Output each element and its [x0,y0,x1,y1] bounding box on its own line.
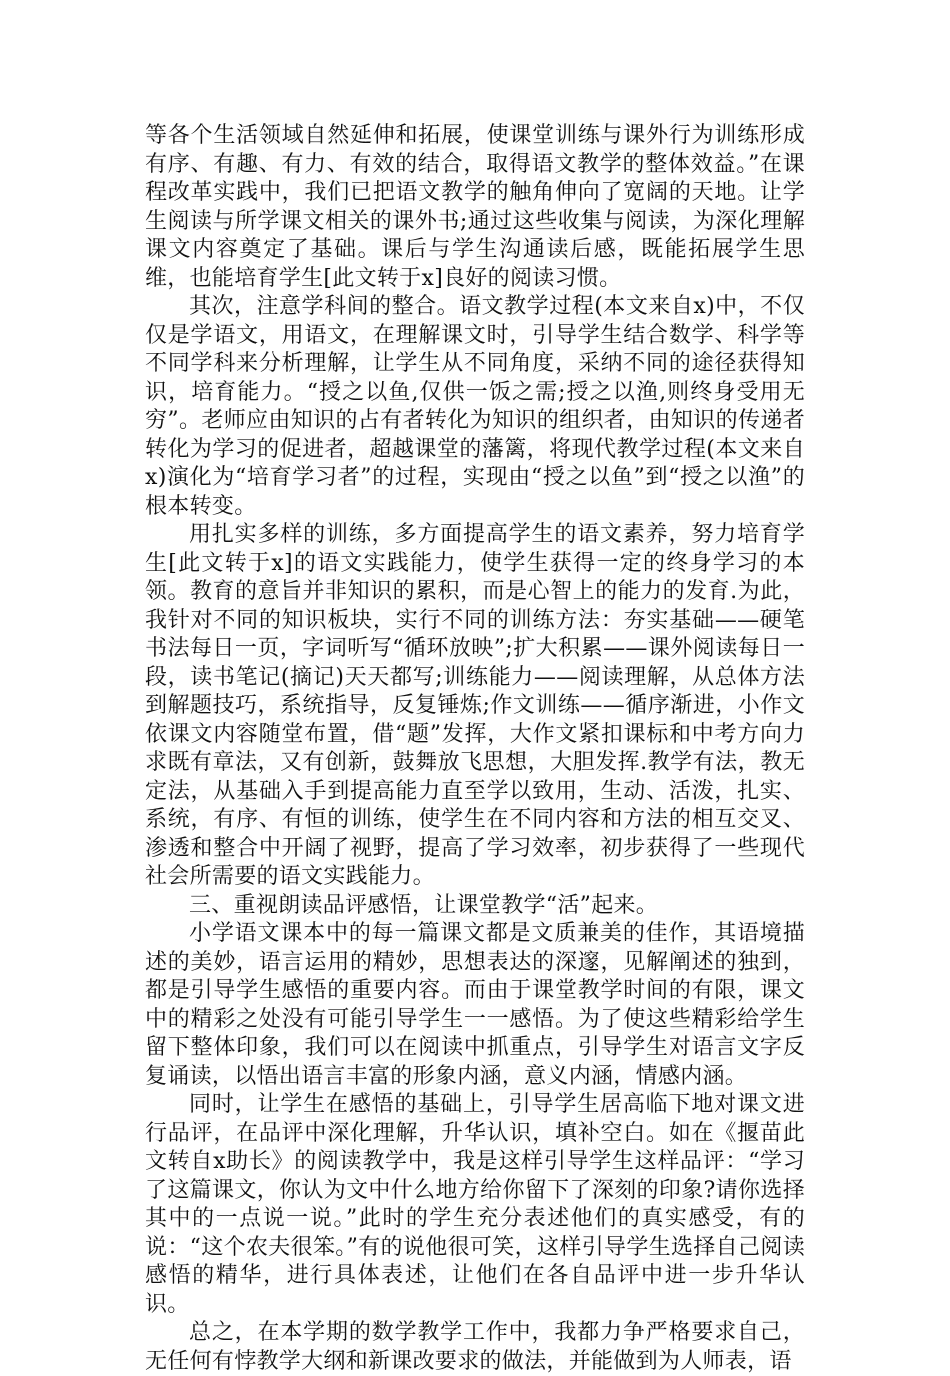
paragraph-training-methods: 用扎实多样的训练，多方面提高学生的语文素养，努力培育学生[此文转于x]的语文实践能力，使学生获得一定的终身学习的本领。教育的意旨并非知识的累积，而是心智上的能力的发育.为此，我针对不同的知识板块，实行不同的训练方法：夯实基础——硬笔书法每日一页，字词听写“循环放映”;扩大积累——课外阅读每日一段，读书笔记(摘记)天天都写;训练能力——阅读理解，从总体方法到解题技巧，系统指导，反复锤炼;作文训练——循序渐进，小作文依课文内容随堂布置，借“题”发挥，大作文紧扣课标和中考方向力求既有章法，又有创新，鼓舞放飞思想，大胆发挥.教学有法，教无定法，从基础入手到提高能力直至学以致用，生动、活泼，扎实、系统，有序、有恒的训练，使学生在不同内容和方法的相互交叉、渗透和整合中开阔了视野，提高了学习效率，初步获得了一些现代社会所需要的语文实践能力。 [145,522,805,889]
paragraph-textbook-reading: 小学语文课本中的每一篇课文都是文质兼美的佳作，其语境描述的美妙，语言运用的精妙，思想表达的深邃，见解阐述的独到，都是引导学生感悟的重要内容。而由于课堂教学时间的有限，课文中的精彩之处没有可能引导学生一一感悟。为了使这些精彩给学生留下整体印象，我们可以在阅读中抓重点，引导学生对语言文字反复诵读，以悟出语言丰富的形象内涵，意义内涵，情感内涵。 [145,921,805,1089]
paragraph-student-evaluation: 同时，让学生在感悟的基础上，引导学生居高临下地对课文进行品评，在品评中深化理解，升华认识，填补空白。如在《揠苗此文转自x助长》的阅读教学中，我是这样引导学生这样品评：“学习了这篇课文，你认为文中什么地方给你留下了深刻的印象?请你选择其中的一点说一说。”此时的学生充分表述他们的真实感受，有的说：“这个农夫很笨。”有的说他很可笑，这样引导学生选择自己阅读感悟的精华，进行具体表述，让他们在各自品评中进一步升华认识。 [145,1092,805,1317]
paragraph-subject-integration: 其次，注意学科间的整合。语文教学过程(本文来自x)中，不仅仅是学语文，用语文，在理解课文时，引导学生结合数学、科学等不同学科来分析理解，让学生从不同角度，采纳不同的途径获得知识，培育能力。“授之以鱼,仅供一饭之需;授之以渔,则终身受用无穷”。老师应由知识的占有者转化为知识的组织者，由知识的传递者转化为学习的促进者，超越课堂的藩篱，将现代教学过程(本文来自x)演化为“培育学习者”的过程，实现由“授之以鱼”到“授之以渔”的根本转变。 [145,294,805,519]
paragraph-summary: 总之，在本学期的数学教学工作中，我都力争严格要求自己，无任何有悖教学大纲和新课改要求的做法，并能做到为人师表，语 [145,1320,805,1374]
document-body [145,122,805,1376]
paragraph-continuation: 等各个生活领域自然延伸和拓展，使课堂训练与课外行为训练形成有序、有趣、有力、有效的结合，取得语文教学的整体效益。”在课程改革实践中，我们已把语文教学的触角伸向了宽阔的天地。让学生阅读与所学课文相关的课外书;通过这些收集与阅读，为深化理解课文内容奠定了基础。课后与学生沟通读后感，既能拓展学生思维，也能培育学生[此文转于x]良好的阅读习惯。 [145,123,805,291]
section-heading-reading-appreciation: 三、重视朗读品评感悟，让课堂教学“活”起来。 [189,892,659,918]
